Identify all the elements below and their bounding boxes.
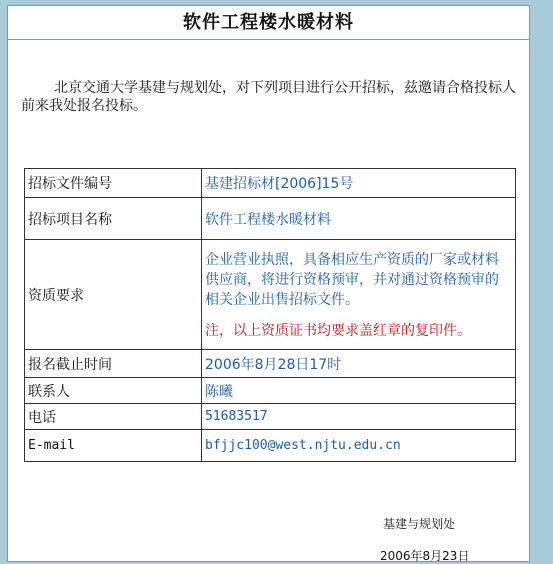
tender-info-table xyxy=(24,168,516,462)
signature-org: 基建与规划处 xyxy=(383,517,456,531)
signature-date: 2006年8月23日 xyxy=(380,549,470,563)
table-row-doc-no xyxy=(25,169,516,198)
phone-value: 51683517 xyxy=(202,404,516,430)
qualification-label: 资质要求 xyxy=(25,240,202,350)
email-value: bfjjc100@west.njtu.edu.cn xyxy=(202,430,516,462)
table-row-phone xyxy=(25,404,516,430)
notice-panel xyxy=(7,5,530,562)
email-label: E-mail xyxy=(25,430,202,462)
table-row-email xyxy=(25,430,516,462)
deadline-value: 2006年8月28日17时 xyxy=(202,350,516,378)
contact-value: 陈曦 xyxy=(202,378,516,404)
project-label: 招标项目名称 xyxy=(25,198,202,240)
phone-label: 电话 xyxy=(25,404,202,430)
project-value: 软件工程楼水暖材料 xyxy=(202,198,516,240)
table-row-contact xyxy=(25,378,516,404)
contact-label: 联系人 xyxy=(25,378,202,404)
table-row-deadline xyxy=(25,350,516,378)
deadline-label: 报名截止时间 xyxy=(25,350,202,378)
page-title: 软件工程楼水暖材料 xyxy=(8,6,529,40)
table-row-project xyxy=(25,198,516,240)
doc-no-value: 基建招标材[2006]15号 xyxy=(202,169,516,198)
qualification-note: 注，以上资质证书均要求盖红章的复印件。 xyxy=(205,322,471,339)
table-row-qualification xyxy=(25,240,516,350)
qualification-cell xyxy=(202,240,516,350)
qualification-value: 企业营业执照，具备相应生产资质的厂家或材料供应商，将进行资格预审，并对通过资格预审的相关企业出售招标文件。 xyxy=(205,251,499,308)
doc-no-label: 招标文件编号 xyxy=(25,169,202,198)
intro-paragraph: 北京交通大学基建与规划处，对下列项目进行公开招标，兹邀请合格投标人前来我处报名投标。 xyxy=(21,80,516,114)
